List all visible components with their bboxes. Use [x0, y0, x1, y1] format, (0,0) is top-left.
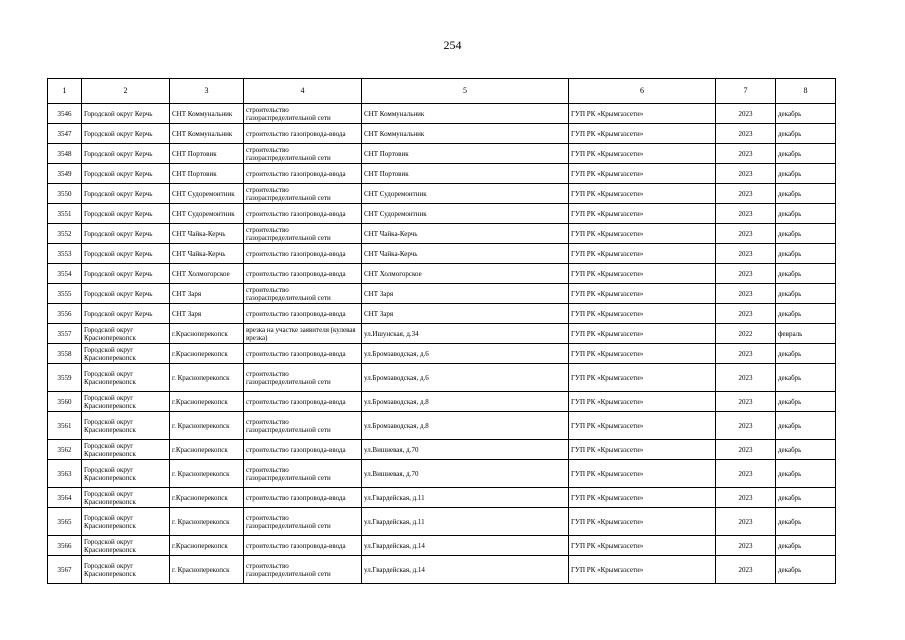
row-number: 3561	[48, 412, 82, 440]
organization-cell: ГУП РК «Крымгазсети»	[569, 488, 716, 508]
table-row	[48, 508, 836, 536]
page-number: 254	[443, 38, 462, 52]
year-cell: 2023	[716, 184, 776, 204]
settlement-cell: СНТ Коммунальник	[170, 104, 244, 124]
row-number: 3550	[48, 184, 82, 204]
district-cell: Городской округ Красноперекопск	[82, 440, 170, 460]
month-cell: декабрь	[776, 104, 836, 124]
work-type-cell: строительство газораспределительной сети	[244, 556, 362, 584]
table-row	[48, 284, 836, 304]
work-type-cell: строительство газопровода-ввода	[244, 244, 362, 264]
district-cell: Городской округ Керчь	[82, 164, 170, 184]
address-cell: ул.Бромзаводская, д.6	[362, 344, 569, 364]
organization-cell: ГУП РК «Крымгазсети»	[569, 164, 716, 184]
table-row	[48, 304, 836, 324]
settlement-cell: г.Красноперекопск	[170, 344, 244, 364]
address-cell: СНТ Портовик	[362, 164, 569, 184]
table-row	[48, 440, 836, 460]
row-number: 3552	[48, 224, 82, 244]
row-number: 3546	[48, 104, 82, 124]
header-cell: 7	[716, 79, 776, 104]
address-cell: ул.Бромзаводская, д.8	[362, 412, 569, 440]
district-cell: Городской округ Керчь	[82, 184, 170, 204]
month-cell: декабрь	[776, 412, 836, 440]
table-row	[48, 224, 836, 244]
organization-cell: ГУП РК «Крымгазсети»	[569, 536, 716, 556]
settlement-cell: г.Красноперекопск	[170, 440, 244, 460]
work-type-cell: строительство газопровода-ввода	[244, 164, 362, 184]
organization-cell: ГУП РК «Крымгазсети»	[569, 204, 716, 224]
month-cell: декабрь	[776, 556, 836, 584]
work-type-cell: строительство газораспределительной сети	[244, 144, 362, 164]
organization-cell: ГУП РК «Крымгазсети»	[569, 324, 716, 344]
address-cell: СНТ Заря	[362, 284, 569, 304]
address-cell: СНТ Холмогорское	[362, 264, 569, 284]
month-cell: декабрь	[776, 344, 836, 364]
month-cell: декабрь	[776, 440, 836, 460]
row-number: 3563	[48, 460, 82, 488]
year-cell: 2023	[716, 204, 776, 224]
organization-cell: ГУП РК «Крымгазсети»	[569, 392, 716, 412]
settlement-cell: СНТ Судоремонтник	[170, 184, 244, 204]
row-number: 3554	[48, 264, 82, 284]
settlement-cell: г. Красноперекопск	[170, 412, 244, 440]
month-cell: декабрь	[776, 224, 836, 244]
row-number: 3548	[48, 144, 82, 164]
organization-cell: ГУП РК «Крымгазсети»	[569, 344, 716, 364]
row-number: 3556	[48, 304, 82, 324]
row-number: 3557	[48, 324, 82, 344]
district-cell: Городской округ Керчь	[82, 204, 170, 224]
address-cell: СНТ Портовик	[362, 144, 569, 164]
year-cell: 2023	[716, 224, 776, 244]
address-cell: ул.Вишневая, д.70	[362, 440, 569, 460]
address-cell: СНТ Судоремонтник	[362, 184, 569, 204]
district-cell: Городской округ Красноперекопск	[82, 460, 170, 488]
address-cell: СНТ Заря	[362, 304, 569, 324]
settlement-cell: СНТ Заря	[170, 284, 244, 304]
organization-cell: ГУП РК «Крымгазсети»	[569, 264, 716, 284]
work-type-cell: строительство газораспределительной сети	[244, 364, 362, 392]
table-row	[48, 324, 836, 344]
month-cell: декабрь	[776, 244, 836, 264]
month-cell: декабрь	[776, 460, 836, 488]
address-cell: ул.Гвардейская, д.14	[362, 536, 569, 556]
month-cell: декабрь	[776, 144, 836, 164]
year-cell: 2023	[716, 440, 776, 460]
work-type-cell: строительство газораспределительной сети	[244, 224, 362, 244]
work-type-cell: строительство газопровода-ввода	[244, 536, 362, 556]
table-row	[48, 104, 836, 124]
year-cell: 2023	[716, 412, 776, 440]
table-row	[48, 244, 836, 264]
table-row	[48, 412, 836, 440]
work-type-cell: строительство газопровода-ввода	[244, 124, 362, 144]
month-cell: декабрь	[776, 488, 836, 508]
settlement-cell: СНТ Чайка-Керчь	[170, 244, 244, 264]
settlement-cell: г. Красноперекопск	[170, 556, 244, 584]
settlement-cell: СНТ Заря	[170, 304, 244, 324]
address-cell: ул.Бромзаводская, д.8	[362, 392, 569, 412]
work-type-cell: строительство газопровода-ввода	[244, 304, 362, 324]
month-cell: декабрь	[776, 184, 836, 204]
header-cell: 5	[362, 79, 569, 104]
district-cell: Городской округ Красноперекопск	[82, 364, 170, 392]
settlement-cell: г.Красноперекопск	[170, 488, 244, 508]
table-row	[48, 556, 836, 584]
month-cell: декабрь	[776, 508, 836, 536]
row-number: 3560	[48, 392, 82, 412]
table-row	[48, 536, 836, 556]
district-cell: Городской округ Красноперекопск	[82, 508, 170, 536]
address-cell: ул.Гвардейская, д.11	[362, 488, 569, 508]
address-cell: ул.Ишунская, д.34	[362, 324, 569, 344]
year-cell: 2023	[716, 508, 776, 536]
settlement-cell: г. Красноперекопск	[170, 364, 244, 392]
year-cell: 2023	[716, 488, 776, 508]
address-cell: ул.Бромзаводская, д.6	[362, 364, 569, 392]
row-number: 3559	[48, 364, 82, 392]
organization-cell: ГУП РК «Крымгазсети»	[569, 556, 716, 584]
year-cell: 2022	[716, 324, 776, 344]
district-cell: Городской округ Керчь	[82, 144, 170, 164]
year-cell: 2023	[716, 460, 776, 488]
address-cell: СНТ Чайка-Керчь	[362, 224, 569, 244]
year-cell: 2023	[716, 144, 776, 164]
header-cell: 8	[776, 79, 836, 104]
table-body	[48, 104, 836, 584]
organization-cell: ГУП РК «Крымгазсети»	[569, 144, 716, 164]
header-cell: 4	[244, 79, 362, 104]
header-cell: 3	[170, 79, 244, 104]
settlement-cell: г.Красноперекопск	[170, 392, 244, 412]
organization-cell: ГУП РК «Крымгазсети»	[569, 224, 716, 244]
district-cell: Городской округ Красноперекопск	[82, 392, 170, 412]
table-row	[48, 344, 836, 364]
row-number: 3558	[48, 344, 82, 364]
settlement-cell: г.Красноперекопск	[170, 536, 244, 556]
year-cell: 2023	[716, 344, 776, 364]
month-cell: декабрь	[776, 124, 836, 144]
organization-cell: ГУП РК «Крымгазсети»	[569, 284, 716, 304]
row-number: 3547	[48, 124, 82, 144]
table-row	[48, 264, 836, 284]
settlement-cell: г. Красноперекопск	[170, 508, 244, 536]
organization-cell: ГУП РК «Крымгазсети»	[569, 124, 716, 144]
work-type-cell: строительство газораспределительной сети	[244, 104, 362, 124]
settlement-cell: г.Красноперекопск	[170, 324, 244, 344]
year-cell: 2023	[716, 244, 776, 264]
district-cell: Городской округ Керчь	[82, 124, 170, 144]
month-cell: декабрь	[776, 164, 836, 184]
table-row	[48, 364, 836, 392]
year-cell: 2023	[716, 536, 776, 556]
year-cell: 2023	[716, 104, 776, 124]
row-number: 3566	[48, 536, 82, 556]
district-cell: Городской округ Красноперекопск	[82, 536, 170, 556]
organization-cell: ГУП РК «Крымгазсети»	[569, 244, 716, 264]
settlement-cell: СНТ Чайка-Керчь	[170, 224, 244, 244]
header-row	[48, 79, 836, 104]
address-cell: СНТ Коммунальник	[362, 104, 569, 124]
year-cell: 2023	[716, 164, 776, 184]
row-number: 3555	[48, 284, 82, 304]
district-cell: Городской округ Керчь	[82, 284, 170, 304]
organization-cell: ГУП РК «Крымгазсети»	[569, 508, 716, 536]
organization-cell: ГУП РК «Крымгазсети»	[569, 440, 716, 460]
work-type-cell: строительство газораспределительной сети	[244, 412, 362, 440]
month-cell: декабрь	[776, 304, 836, 324]
table-row	[48, 164, 836, 184]
work-type-cell: строительство газораспределительной сети	[244, 508, 362, 536]
row-number: 3551	[48, 204, 82, 224]
district-cell: Городской округ Красноперекопск	[82, 344, 170, 364]
row-number: 3549	[48, 164, 82, 184]
table-row	[48, 392, 836, 412]
month-cell: декабрь	[776, 204, 836, 224]
district-cell: Городской округ Керчь	[82, 264, 170, 284]
district-cell: Городской округ Красноперекопск	[82, 488, 170, 508]
work-type-cell: строительство газопровода-ввода	[244, 344, 362, 364]
table-row	[48, 124, 836, 144]
year-cell: 2023	[716, 124, 776, 144]
table-row	[48, 204, 836, 224]
work-type-cell: строительство газопровода-ввода	[244, 440, 362, 460]
gasification-table	[47, 78, 836, 584]
settlement-cell: г. Красноперекопск	[170, 460, 244, 488]
table-row	[48, 144, 836, 164]
district-cell: Городской округ Красноперекопск	[82, 412, 170, 440]
work-type-cell: строительство газораспределительной сети	[244, 460, 362, 488]
district-cell: Городской округ Красноперекопск	[82, 556, 170, 584]
settlement-cell: СНТ Холмогорское	[170, 264, 244, 284]
organization-cell: ГУП РК «Крымгазсети»	[569, 304, 716, 324]
district-cell: Городской округ Керчь	[82, 244, 170, 264]
month-cell: декабрь	[776, 536, 836, 556]
row-number: 3553	[48, 244, 82, 264]
address-cell: ул.Вишневая, д.70	[362, 460, 569, 488]
district-cell: Городской округ Керчь	[82, 224, 170, 244]
header-cell: 1	[48, 79, 82, 104]
settlement-cell: СНТ Портовик	[170, 144, 244, 164]
year-cell: 2023	[716, 364, 776, 392]
organization-cell: ГУП РК «Крымгазсети»	[569, 364, 716, 392]
work-type-cell: врезка на участке заявителя (кулевая врезка)	[244, 324, 362, 344]
settlement-cell: СНТ Портовик	[170, 164, 244, 184]
header-cell: 6	[569, 79, 716, 104]
table-row	[48, 460, 836, 488]
year-cell: 2023	[716, 264, 776, 284]
work-type-cell: строительство газопровода-ввода	[244, 392, 362, 412]
month-cell: декабрь	[776, 264, 836, 284]
month-cell: декабрь	[776, 284, 836, 304]
year-cell: 2023	[716, 284, 776, 304]
work-type-cell: строительство газораспределительной сети	[244, 184, 362, 204]
organization-cell: ГУП РК «Крымгазсети»	[569, 412, 716, 440]
address-cell: СНТ Судоремонтник	[362, 204, 569, 224]
settlement-cell: СНТ Коммунальник	[170, 124, 244, 144]
month-cell: декабрь	[776, 392, 836, 412]
district-cell: Городской округ Керчь	[82, 304, 170, 324]
row-number: 3562	[48, 440, 82, 460]
organization-cell: ГУП РК «Крымгазсети»	[569, 460, 716, 488]
work-type-cell: строительство газопровода-ввода	[244, 488, 362, 508]
table-row	[48, 184, 836, 204]
row-number: 3565	[48, 508, 82, 536]
district-cell: Городской округ Керчь	[82, 104, 170, 124]
table-row	[48, 488, 836, 508]
row-number: 3567	[48, 556, 82, 584]
organization-cell: ГУП РК «Крымгазсети»	[569, 184, 716, 204]
work-type-cell: строительство газопровода-ввода	[244, 264, 362, 284]
settlement-cell: СНТ Судоремонтник	[170, 204, 244, 224]
address-cell: ул.Гвардейская, д.14	[362, 556, 569, 584]
address-cell: СНТ Коммунальник	[362, 124, 569, 144]
work-type-cell: строительство газораспределительной сети	[244, 284, 362, 304]
address-cell: ул.Гвардейская, д.11	[362, 508, 569, 536]
month-cell: декабрь	[776, 364, 836, 392]
year-cell: 2023	[716, 304, 776, 324]
header-cell: 2	[82, 79, 170, 104]
work-type-cell: строительство газопровода-ввода	[244, 204, 362, 224]
row-number: 3564	[48, 488, 82, 508]
year-cell: 2023	[716, 392, 776, 412]
district-cell: Городской округ Красноперекопск	[82, 324, 170, 344]
month-cell: февраль	[776, 324, 836, 344]
address-cell: СНТ Чайка-Керчь	[362, 244, 569, 264]
year-cell: 2023	[716, 556, 776, 584]
organization-cell: ГУП РК «Крымгазсети»	[569, 104, 716, 124]
